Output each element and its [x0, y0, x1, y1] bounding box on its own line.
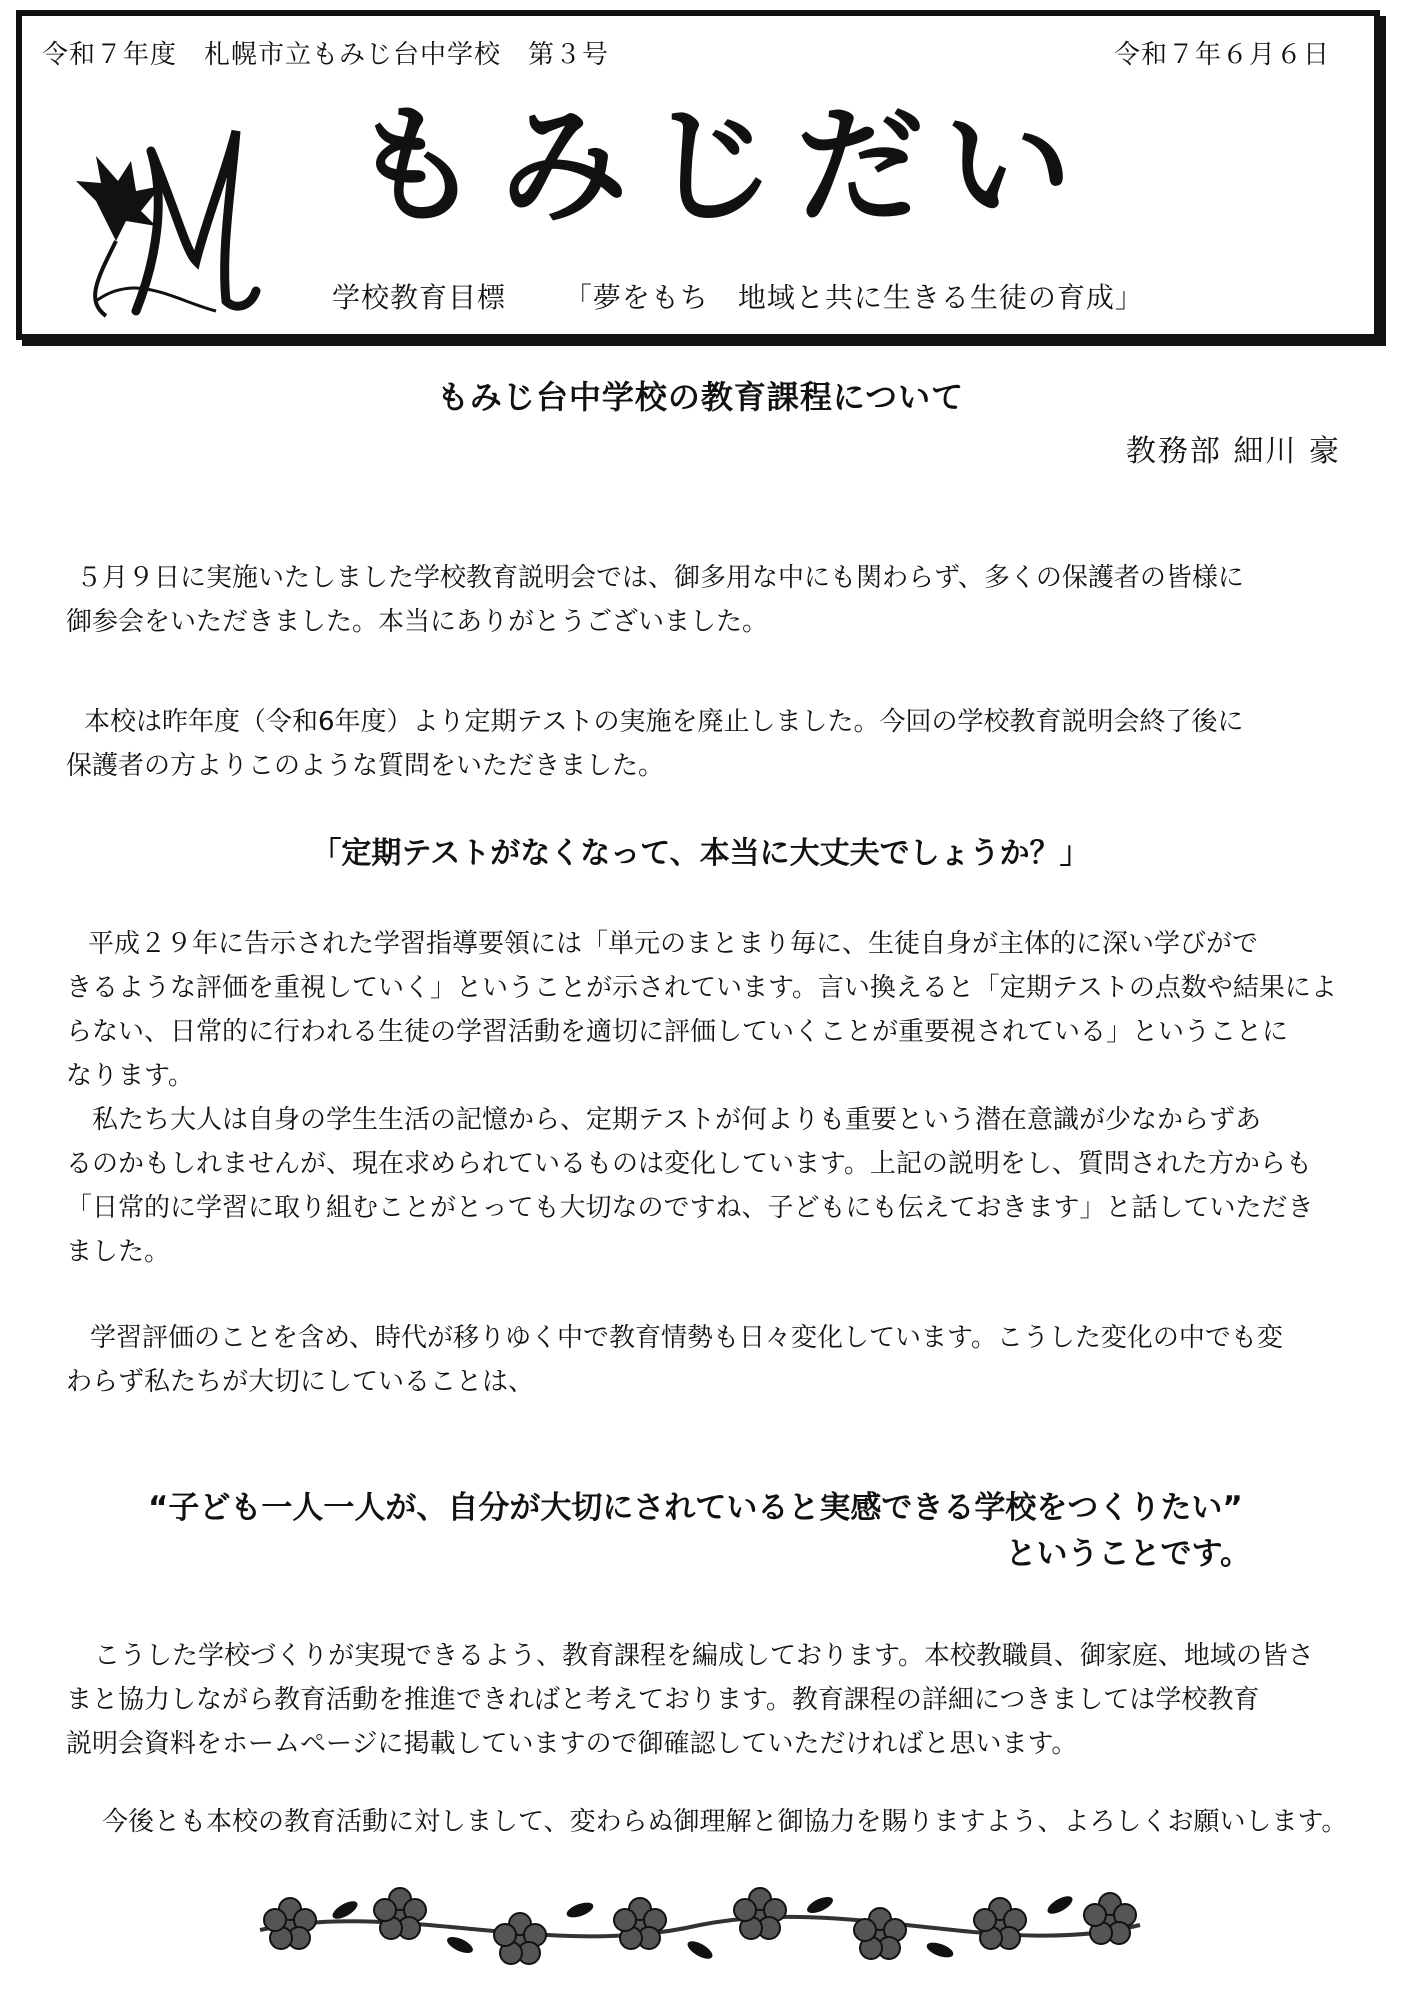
key-quote: “子ども一人一人が、自分が大切にされていると実感できる学校をつくりたい” [148, 1490, 1243, 1526]
masthead [16, 10, 1380, 340]
goal-text: 「夢をもち 地域と共に生きる生徒の育成」 [563, 281, 1144, 314]
text-line: るのかもしれませんが、現在求められているものは変化しています。上記の説明をし、質問された方からも [66, 1149, 1312, 1179]
article-author: 教務部 細川 豪 [1125, 434, 1341, 469]
school-goal [332, 276, 1144, 316]
newsletter-title: もみじだい [352, 91, 1093, 241]
text-line: きるような評価を重視していく」ということが示されています。言い換えると「定期テストの点数や結果によ [66, 973, 1337, 1003]
goal-label: 学校教育目標 [332, 281, 507, 314]
text-line: 本校は昨年度（令和6年度）より定期テストの実施を廃止しました。今回の学校教育説明会終了後に [84, 707, 1244, 737]
text-line: 学習評価のことを含め、時代が移りゆく中で教育情勢も日々変化しています。こうした変化の中でも変 [90, 1323, 1283, 1353]
text-line: 今後とも本校の教育活動に対しまして、変わらぬ御理解と御協力を賜りますよう、よろしくお願いします。 [102, 1807, 1348, 1837]
text-line: 御参会をいただきました。本当にありがとうございました。 [66, 607, 769, 637]
question-heading: 「定期テストがなくなって、本当に大丈夫でしょうか？」 [311, 836, 1090, 871]
text-line: こうした学校づくりが実現できるよう、教育課程を編成しております。本校教職員、御家庭、地域の皆さ [94, 1641, 1314, 1671]
text-line: なります。 [66, 1061, 194, 1091]
text-line: ました。 [66, 1237, 171, 1267]
text-line: 平成２９年に告示された学習指導要領には「単元のまとまり毎に、生徒自身が主体的に深い学びがで [88, 929, 1259, 959]
paragraph-6 [66, 1800, 1348, 1844]
text-line: 説明会資料をホームページに掲載していますので御確認していただければと思います。 [66, 1729, 1078, 1759]
text-line: まと協力しながら教育活動を推進できればと考えております。教育課程の詳細につきましては学校教育 [66, 1685, 1260, 1715]
paragraph-2 [66, 700, 1341, 788]
maple-leaf-logo-icon [56, 111, 276, 331]
paragraph-4 [66, 1316, 1341, 1404]
text-line: 「日常的に学習に取り組むことがとっても大切なのですね、子どもにも伝えておきます」と話していただき [66, 1193, 1314, 1223]
text-line: 私たち大人は自身の学生生活の記憶から、定期テストが何よりも重要という潜在意識が少なからずあ [66, 1105, 1261, 1135]
issue-date: 令和７年６月６日 [1113, 40, 1330, 70]
article-title: もみじ台中学校の教育課程について [436, 378, 965, 416]
text-line: らない、日常的に行われる生徒の学習活動を適切に評価していくことが重要視されている」ということに [66, 1017, 1289, 1047]
text-line: わらず私たちが大切にしていることは、 [66, 1367, 535, 1397]
text-line: 保護者の方よりこのような質問をいただきました。 [66, 751, 665, 781]
flower-garland-icon [250, 1870, 1150, 1980]
text-line: ５月９日に実施いたしました学校教育説明会では、御多用な中にも関わらず、多くの保護者の皆様に [76, 563, 1244, 593]
paragraph-5 [66, 1634, 1341, 1766]
paragraph-3 [66, 922, 1341, 1274]
issue-info: 令和７年度 札幌市立もみじ台中学校 第３号 [42, 40, 610, 70]
key-quote-continuation: ということです。 [1005, 1536, 1251, 1572]
paragraph-1 [66, 556, 1341, 644]
